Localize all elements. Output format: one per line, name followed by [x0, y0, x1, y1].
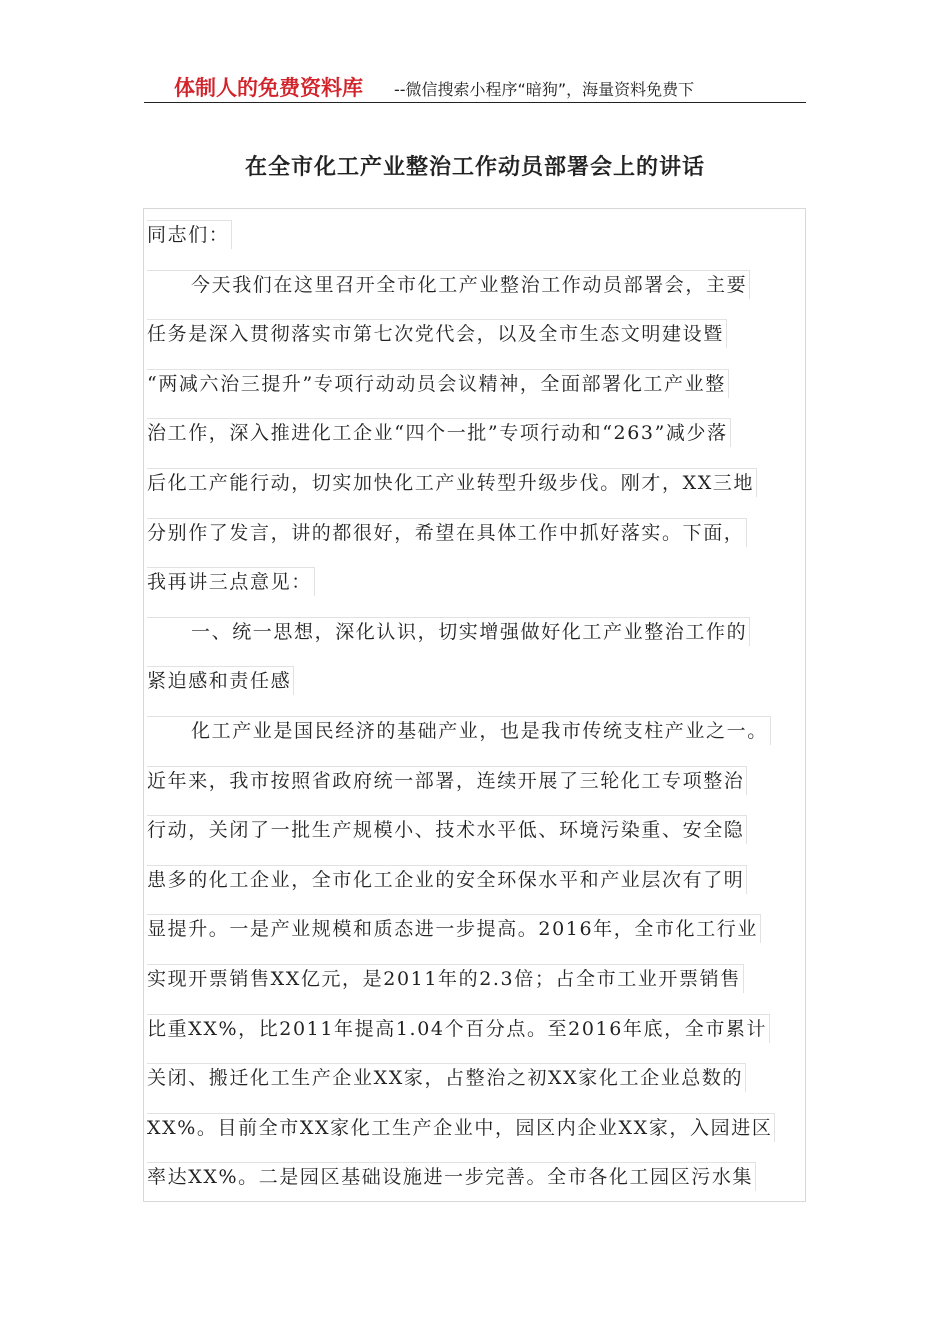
text-line-content: 我再讲三点意见： — [147, 567, 315, 596]
text-line-content: “两减六治三提升”专项行动动员会议精神，全面部署化工产业整 — [147, 369, 729, 398]
text-line-content: 紧迫感和责任感 — [147, 666, 294, 695]
text-line — [147, 865, 747, 893]
text-line — [147, 468, 757, 496]
text-line — [147, 518, 747, 546]
text-line-content: 分别作了发言，讲的都很好，希望在具体工作中抓好落实。下面， — [147, 518, 747, 547]
text-line — [147, 270, 750, 298]
text-line-content: 近年来，我市按照省政府统一部署，连续开展了三轮化工专项整治 — [147, 766, 747, 795]
banner-promo-text: --微信搜索小程序“暗狗”，海量资料免费下 — [394, 80, 695, 99]
text-line-content: 关闭、搬迁化工生产企业XX家，占整治之初XX家化工企业总数的 — [147, 1063, 746, 1092]
header-banner — [144, 70, 806, 103]
text-line — [147, 1113, 775, 1141]
text-line — [147, 815, 747, 843]
text-line-content: 患多的化工企业，全市化工企业的安全环保水平和产业层次有了明 — [147, 865, 747, 894]
text-line-content: 治工作，深入推进化工企业“四个一批”专项行动和“263”减少落 — [147, 418, 731, 447]
text-line — [147, 766, 747, 794]
text-line — [147, 1063, 746, 1091]
text-line-content: 同志们： — [147, 220, 232, 249]
text-line-content: 后化工产能行动，切实加快化工产业转型升级步伐。刚才，XX三地 — [147, 468, 757, 497]
text-line-content: 率达XX%。二是园区基础设施进一步完善。全市各化工园区污水集 — [147, 1162, 756, 1191]
text-line-content: 一、统一思想，深化认识，切实增强做好化工产业整治工作的 — [147, 617, 750, 646]
text-line-content: 任务是深入贯彻落实市第七次党代会，以及全市生态文明建设暨 — [147, 319, 727, 348]
text-line — [147, 369, 729, 397]
text-line-content: 实现开票销售XX亿元，是2011年的2.3倍；占全市工业开票销售 — [147, 964, 744, 993]
text-line-content: XX%。目前全市XX家化工生产企业中，园区内企业XX家，入园进区 — [147, 1113, 775, 1142]
banner-brand-text: 体制人的免费资料库 — [174, 76, 363, 100]
text-line — [147, 1162, 756, 1190]
text-line — [147, 716, 771, 744]
text-line — [147, 914, 761, 942]
text-line-content: 今天我们在这里召开全市化工产业整治工作动员部署会，主要 — [147, 270, 750, 299]
text-line-content: 比重XX%，比2011年提高1.04个百分点。至2016年底，全市累计 — [147, 1014, 770, 1043]
text-line-content: 显提升。一是产业规模和质态进一步提高。2016年，全市化工行业 — [147, 914, 761, 943]
text-line — [147, 220, 232, 248]
text-line — [147, 1014, 770, 1042]
text-line — [147, 617, 750, 645]
document-body-frame — [143, 208, 806, 1202]
text-line — [147, 418, 731, 446]
text-line — [147, 964, 744, 992]
text-line — [147, 319, 727, 347]
text-line-content: 化工产业是国民经济的基础产业，也是我市传统支柱产业之一。 — [147, 716, 771, 745]
text-line-content: 行动，关闭了一批生产规模小、技术水平低、环境污染重、安全隐 — [147, 815, 747, 844]
text-line — [147, 666, 294, 694]
document-title: 在全市化工产业整治工作动员部署会上的讲话 — [244, 155, 705, 180]
text-line — [147, 567, 315, 595]
